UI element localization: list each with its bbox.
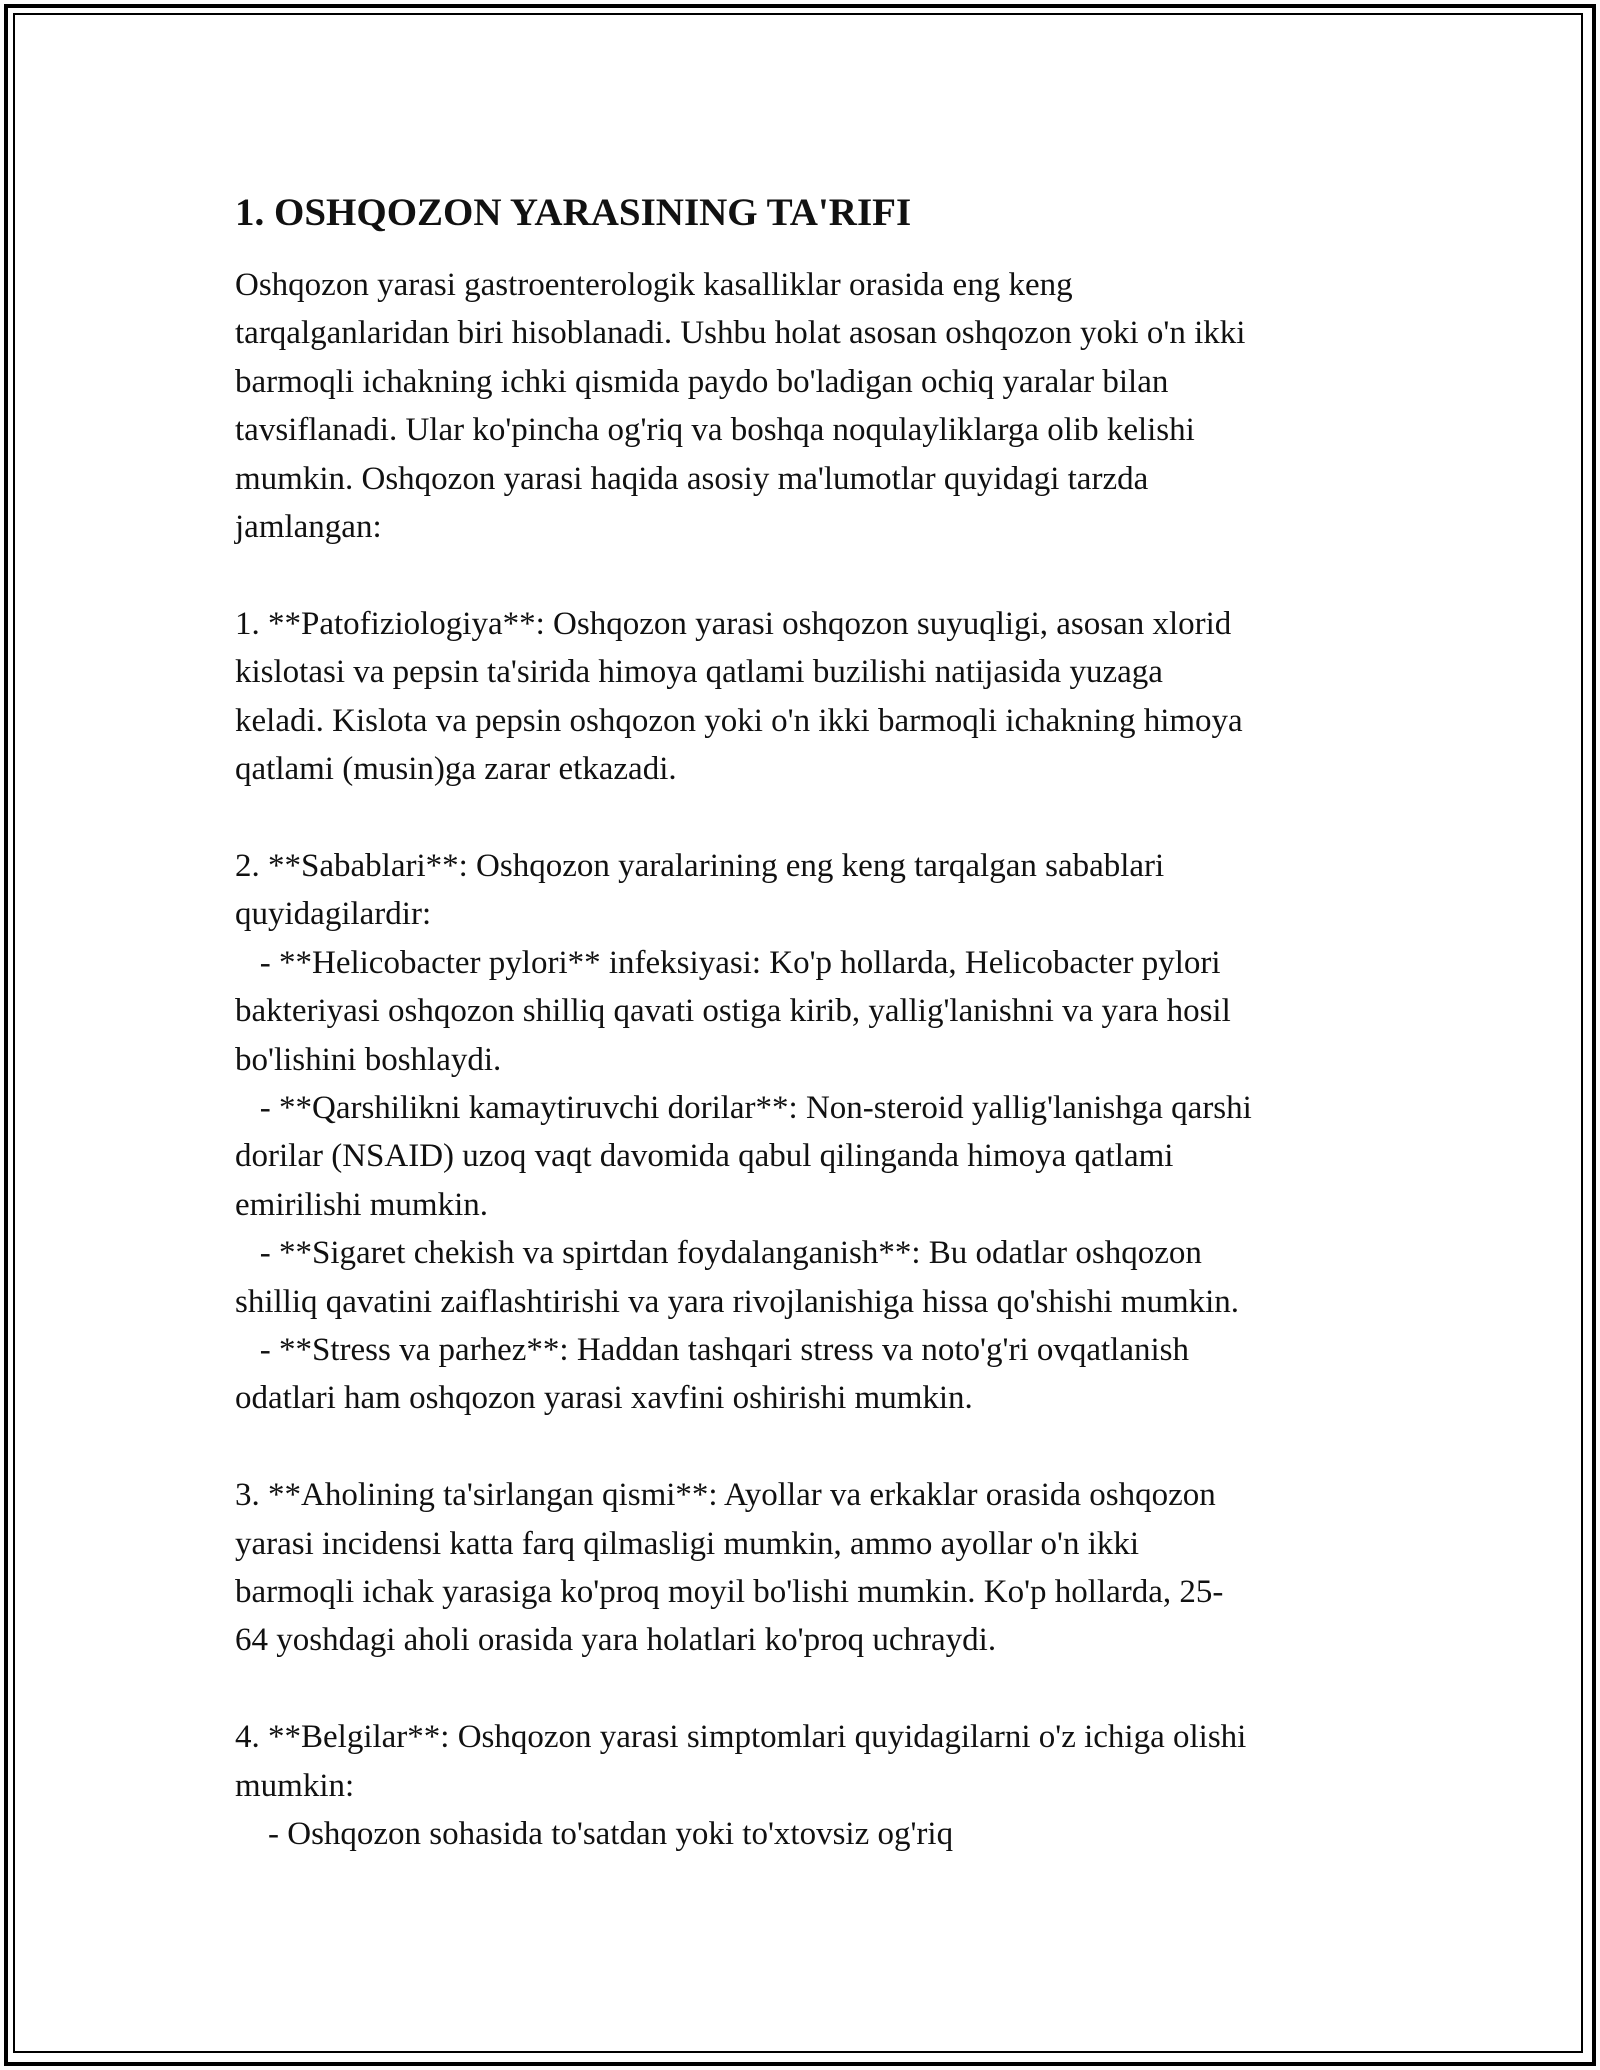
text-line: kislotasi va pepsin ta'sirida himoya qatlami buzilishi natijasida yuzaga (235, 654, 1163, 691)
text-line: odatlari ham oshqozon yarasi xavfini oshirishi mumkin. (235, 1380, 973, 1417)
text-line: emirilishi mumkin. (235, 1186, 488, 1223)
text-line: - Oshqozon sohasida to'satdan yoki to'xtovsiz og'riq (235, 1816, 954, 1852)
text-line: shilliq qavatini zaiflashtirishi va yara rivojlanishiga hissa qo'shishi mumkin. (235, 1283, 1240, 1320)
text-line: 1. **Patofiziologiya**: Oshqozon yarasi oshqozon suyuqligi, asosan xlorid (235, 605, 1232, 642)
text-line: 3. **Aholining ta'sirlangan qismi**: Ayollar va erkaklar orasida oshqozon (235, 1477, 1216, 1514)
text-line: jamlangan: (235, 509, 382, 546)
text-line: mumkin: (235, 1767, 355, 1804)
text-line: - **Helicobacter pylori** infeksiyasi: Ko'p hollarda, Helicobacter pylori (235, 944, 1221, 981)
text-line: dorilar (NSAID) uzoq vaqt davomida qabul qilinganda himoya qatlami (235, 1138, 1174, 1175)
text-line: 2. **Sabablari**: Oshqozon yaralarining eng keng tarqalgan sabablari (235, 847, 1165, 884)
text-line: bo'lishini boshlaydi. (235, 1041, 502, 1078)
text-line: tarqalganlaridan biri hisoblanadi. Ushbu holat asosan oshqozon yoki o'n ikki (235, 315, 1246, 352)
text-line: - **Qarshilikni kamaytiruvchi dorilar**: Non-steroid yallig'lanishga qarshi (235, 1089, 1252, 1126)
text-line: - **Sigaret chekish va spirtdan foydalanganish**: Bu odatlar oshqozon (235, 1235, 1202, 1272)
text-line: 4. **Belgilar**: Oshqozon yarasi simptomlari quyidagilarni o'z ichiga olishi (235, 1719, 1247, 1756)
body-text (235, 261, 1375, 1858)
document-content (235, 185, 1375, 1858)
text-line: barmoqli ichakning ichki qismida paydo bo'ladigan ochiq yaralar bilan (235, 363, 1169, 400)
section-heading: 1. OSHQOZON YARASINING TA'RIFI (235, 191, 912, 234)
text-line: quyidagilardir: (235, 896, 432, 933)
text-line: tavsiflanadi. Ular ko'pincha og'riq va boshqa noqulayliklarga olib kelishi (235, 412, 1195, 449)
text-line: yarasi incidensi katta farq qilmasligi mumkin, ammo ayollar o'n ikki (235, 1525, 1140, 1562)
text-line: barmoqli ichak yarasiga ko'proq moyil bo'lishi mumkin. Ko'p hollarda, 25- (235, 1573, 1224, 1610)
text-line: 64 yoshdagi aholi orasida yara holatlari ko'proq uchraydi. (235, 1622, 997, 1659)
text-line: keladi. Kislota va pepsin oshqozon yoki o'n ikki barmoqli ichakning himoya (235, 702, 1243, 739)
text-line: - **Stress va parhez**: Haddan tashqari stress va noto'g'ri ovqatlanish (235, 1331, 1190, 1368)
text-line: qatlami (musin)ga zarar etkazadi. (235, 751, 677, 788)
text-line: Oshqozon yarasi gastroenterologik kasalliklar orasida eng keng (235, 267, 1073, 303)
text-line: bakteriyasi oshqozon shilliq qavati ostiga kirib, yallig'lanishni va yara hosil (235, 993, 1231, 1030)
text-line: mumkin. Oshqozon yarasi haqida asosiy ma'lumotlar quyidagi tarzda (235, 460, 1149, 497)
